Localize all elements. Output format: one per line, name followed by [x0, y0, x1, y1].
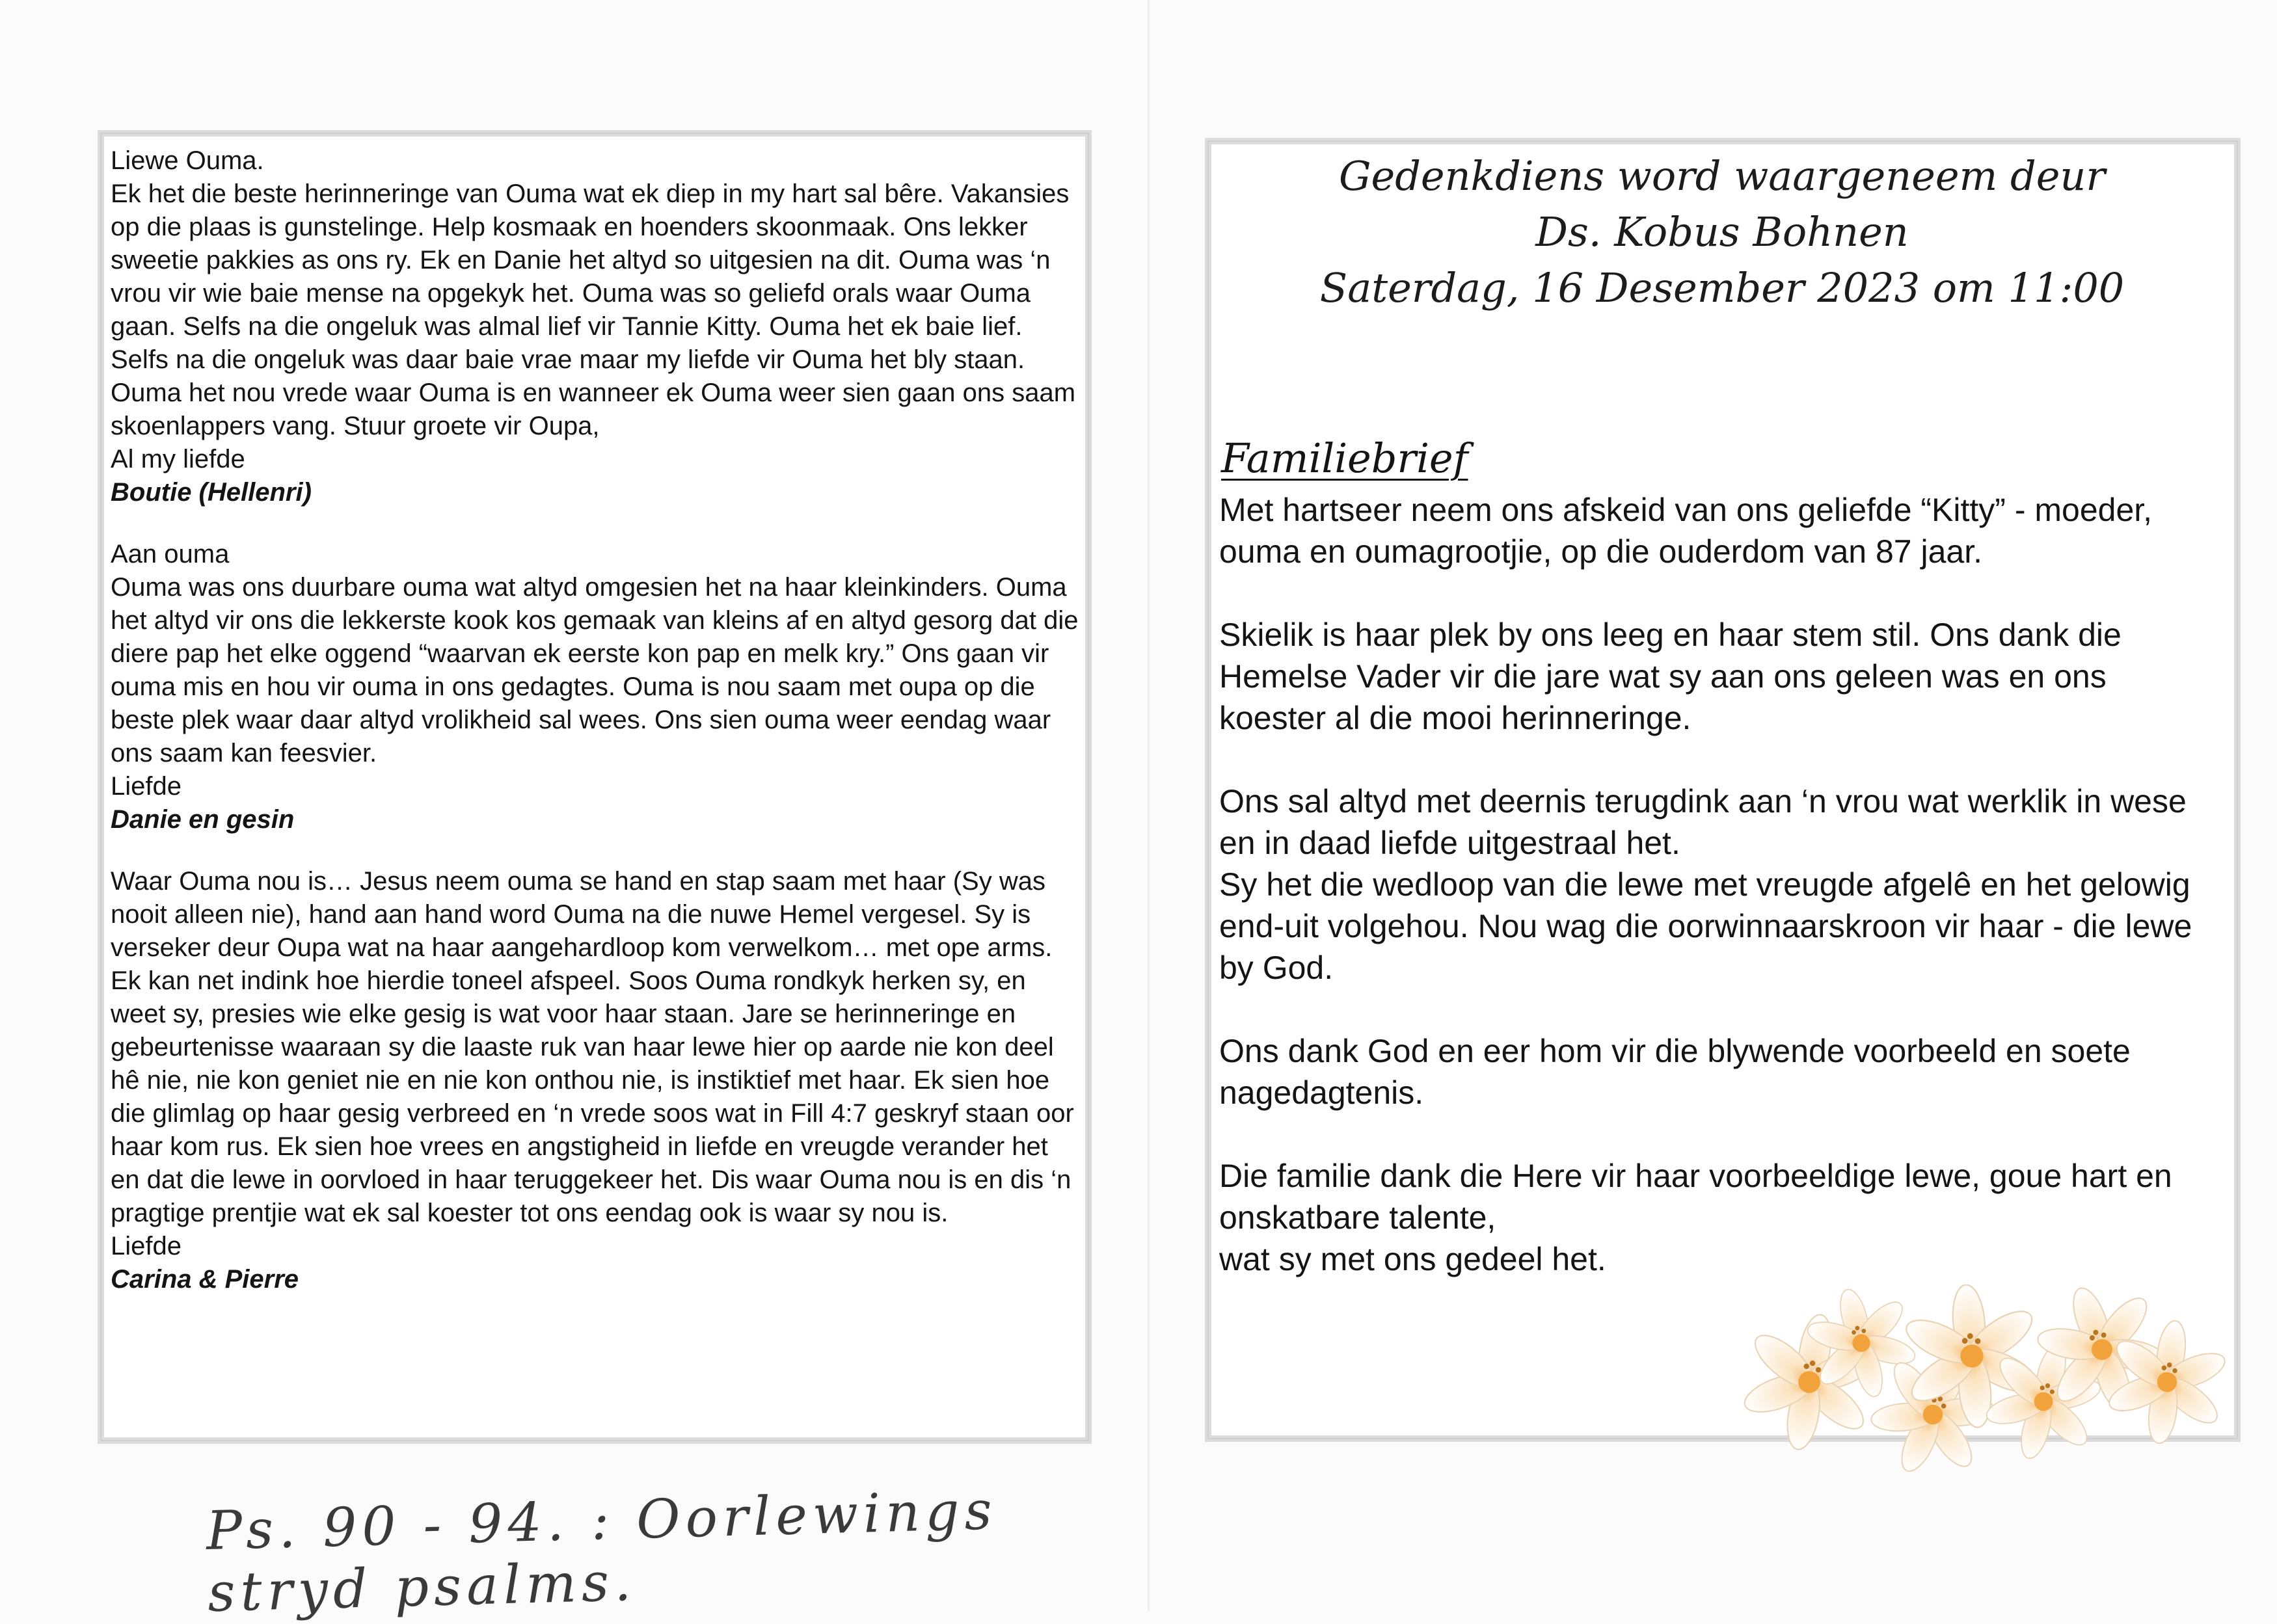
familiebrief-paragraph: Met hartseer neem ons afskeid van ons geliefde “Kitty” - moeder, ouma en oumagrootjie, op die ouderdom van 87 jaar. — [1219, 492, 2153, 570]
service-minister: Ds. Kobus Bohnen — [1535, 208, 1909, 256]
letter-body: Waar Ouma nou is… Jesus neem ouma se hand en stap saam met haar (Sy was nooit alleen nie), hand aan hand word Ouma na die nuwe Hemel vergesel. Sy is verseker deur Oupa wat na haar aangehardloop kom verwelkom… met ope arms. Ek kan net indink hoe hierdie toneel afspeel. Soos Ouma rondkyk herken sy, en weet sy, presies wie elke gesig is wat voor haar staan. Jare se herinneringe en gebeurtenisse waaraan sy die laaste ruk van haar lewe hier op aarde nie kon deel hê nie, nie kon geniet nie en nie kon onthou nie, is instiktief met haar. Ek sien hoe die glimlag op haar gesig verbreed en ‘n vrede soos wat in Fill 4:7 geskryf staan oor haar kom rus. Ek sien hoe vrees en angstigheid in liefde en vreugde verander het en dat die lewe in oorvloed in haar teruggekeer het. Dis waar Ouma nou is en dis ‘n pragtige prentjie wat ek sal koester tot ons eendag ook is waar sy nou is. — [111, 867, 1074, 1227]
letter-greeting: Liewe Ouma. — [111, 146, 264, 175]
memorial-service-info — [1234, 148, 2210, 316]
lily-flowers-icon — [1738, 1285, 2232, 1480]
tribute-letters — [111, 144, 1080, 1325]
service-date: Saterdag, 16 Desember 2023 om 11:00 — [1319, 264, 2125, 312]
right-page — [1150, 0, 2277, 1611]
letter-signature: Carina & Pierre — [111, 1265, 299, 1294]
familiebrief-paragraph: Ons dank God en eer hom vir die blywende voorbeeld en soete nagedagtenis. — [1219, 1033, 2131, 1111]
familiebrief-title: Familiebrief — [1221, 434, 1468, 482]
letter-signature: Danie en gesin — [111, 805, 295, 834]
letter-body: Ek het die beste herinneringe van Ouma wat ek diep in my hart sal bêre. Vakansies op die plaas is gunstelinge. Help kosmaak en hoenders skoonmaak. Ons lekker sweetie pakkies as ons ry. Ek en Danie het altyd so uitgesien na dit. Ouma was ‘n vrou vir wie baie mense na opgekyk het. Ouma was so geliefd orals waar Ouma gaan. Selfs na die ongeluk was almal lief vir Tannie Kitty. Ouma het ek baie lief. Selfs na die ongeluk was daar baie vrae maar my liefde vir Ouma het bly staan. Ouma het nou vrede waar Ouma is en wanneer ek Ouma weer sien gaan ons saam skoenlappers vang. Stuur groete vir Oupa, — [111, 180, 1076, 440]
letter-danie — [111, 538, 1080, 836]
letter-carina — [111, 865, 1080, 1296]
letter-signature: Boutie (Hellenri) — [111, 478, 312, 507]
familiebrief-paragraph: Skielik is haar plek by ons leeg en haar stem stil. Ons dank die Hemelse Vader vir die jare wat sy aan ons geleen was en ons koester al die mooi herinneringe. — [1219, 617, 2122, 736]
handwritten-note: Ps. 90 - 94. : Oorlewings stryd psalms. — [205, 1480, 998, 1624]
letter-closing: Al my liefde — [111, 445, 245, 473]
familiebrief-paragraph: Ons sal altyd met deernis terugdink aan ‘n vrou wat werklik in wese en in daad liefde uitgestraal het. Sy het die wedloop van die lewe met vreugde afgelê en het gelowig end-uit volgehou. Nou wag die oorwinnaarskroon vir haar - die lewe by God. — [1219, 783, 2192, 986]
letter-closing: Liefde — [111, 772, 182, 801]
letter-closing: Liefde — [111, 1232, 182, 1260]
letter-greeting: Aan ouma — [111, 540, 230, 568]
service-heading: Gedenkdiens word waargeneem deur — [1339, 152, 2105, 200]
familiebrief-paragraph: Die familie dank die Here vir haar voorbeeldige lewe, goue hart en onskatbare talente, wat sy met ons gedeel het. — [1219, 1158, 2172, 1277]
letter-boutie — [111, 144, 1080, 509]
letter-body: Ouma was ons duurbare ouma wat altyd omgesien het na haar kleinkinders. Ouma het altyd vir ons die lekkerste kook kos gemaak van kleins af en altyd gesorg dat die diere pap het elke oggend “waarvan ek eerste kon pap en melk kry.” Ons gaan vir ouma mis en hou vir ouma in ons gedagtes. Ouma is nou saam met oupa op die beste plek waar daar altyd vrolikheid sal wees. Ons sien ouma weer eendag waar ons saam kan feesvier. — [111, 573, 1079, 767]
familiebrief-body — [1219, 489, 2221, 1322]
